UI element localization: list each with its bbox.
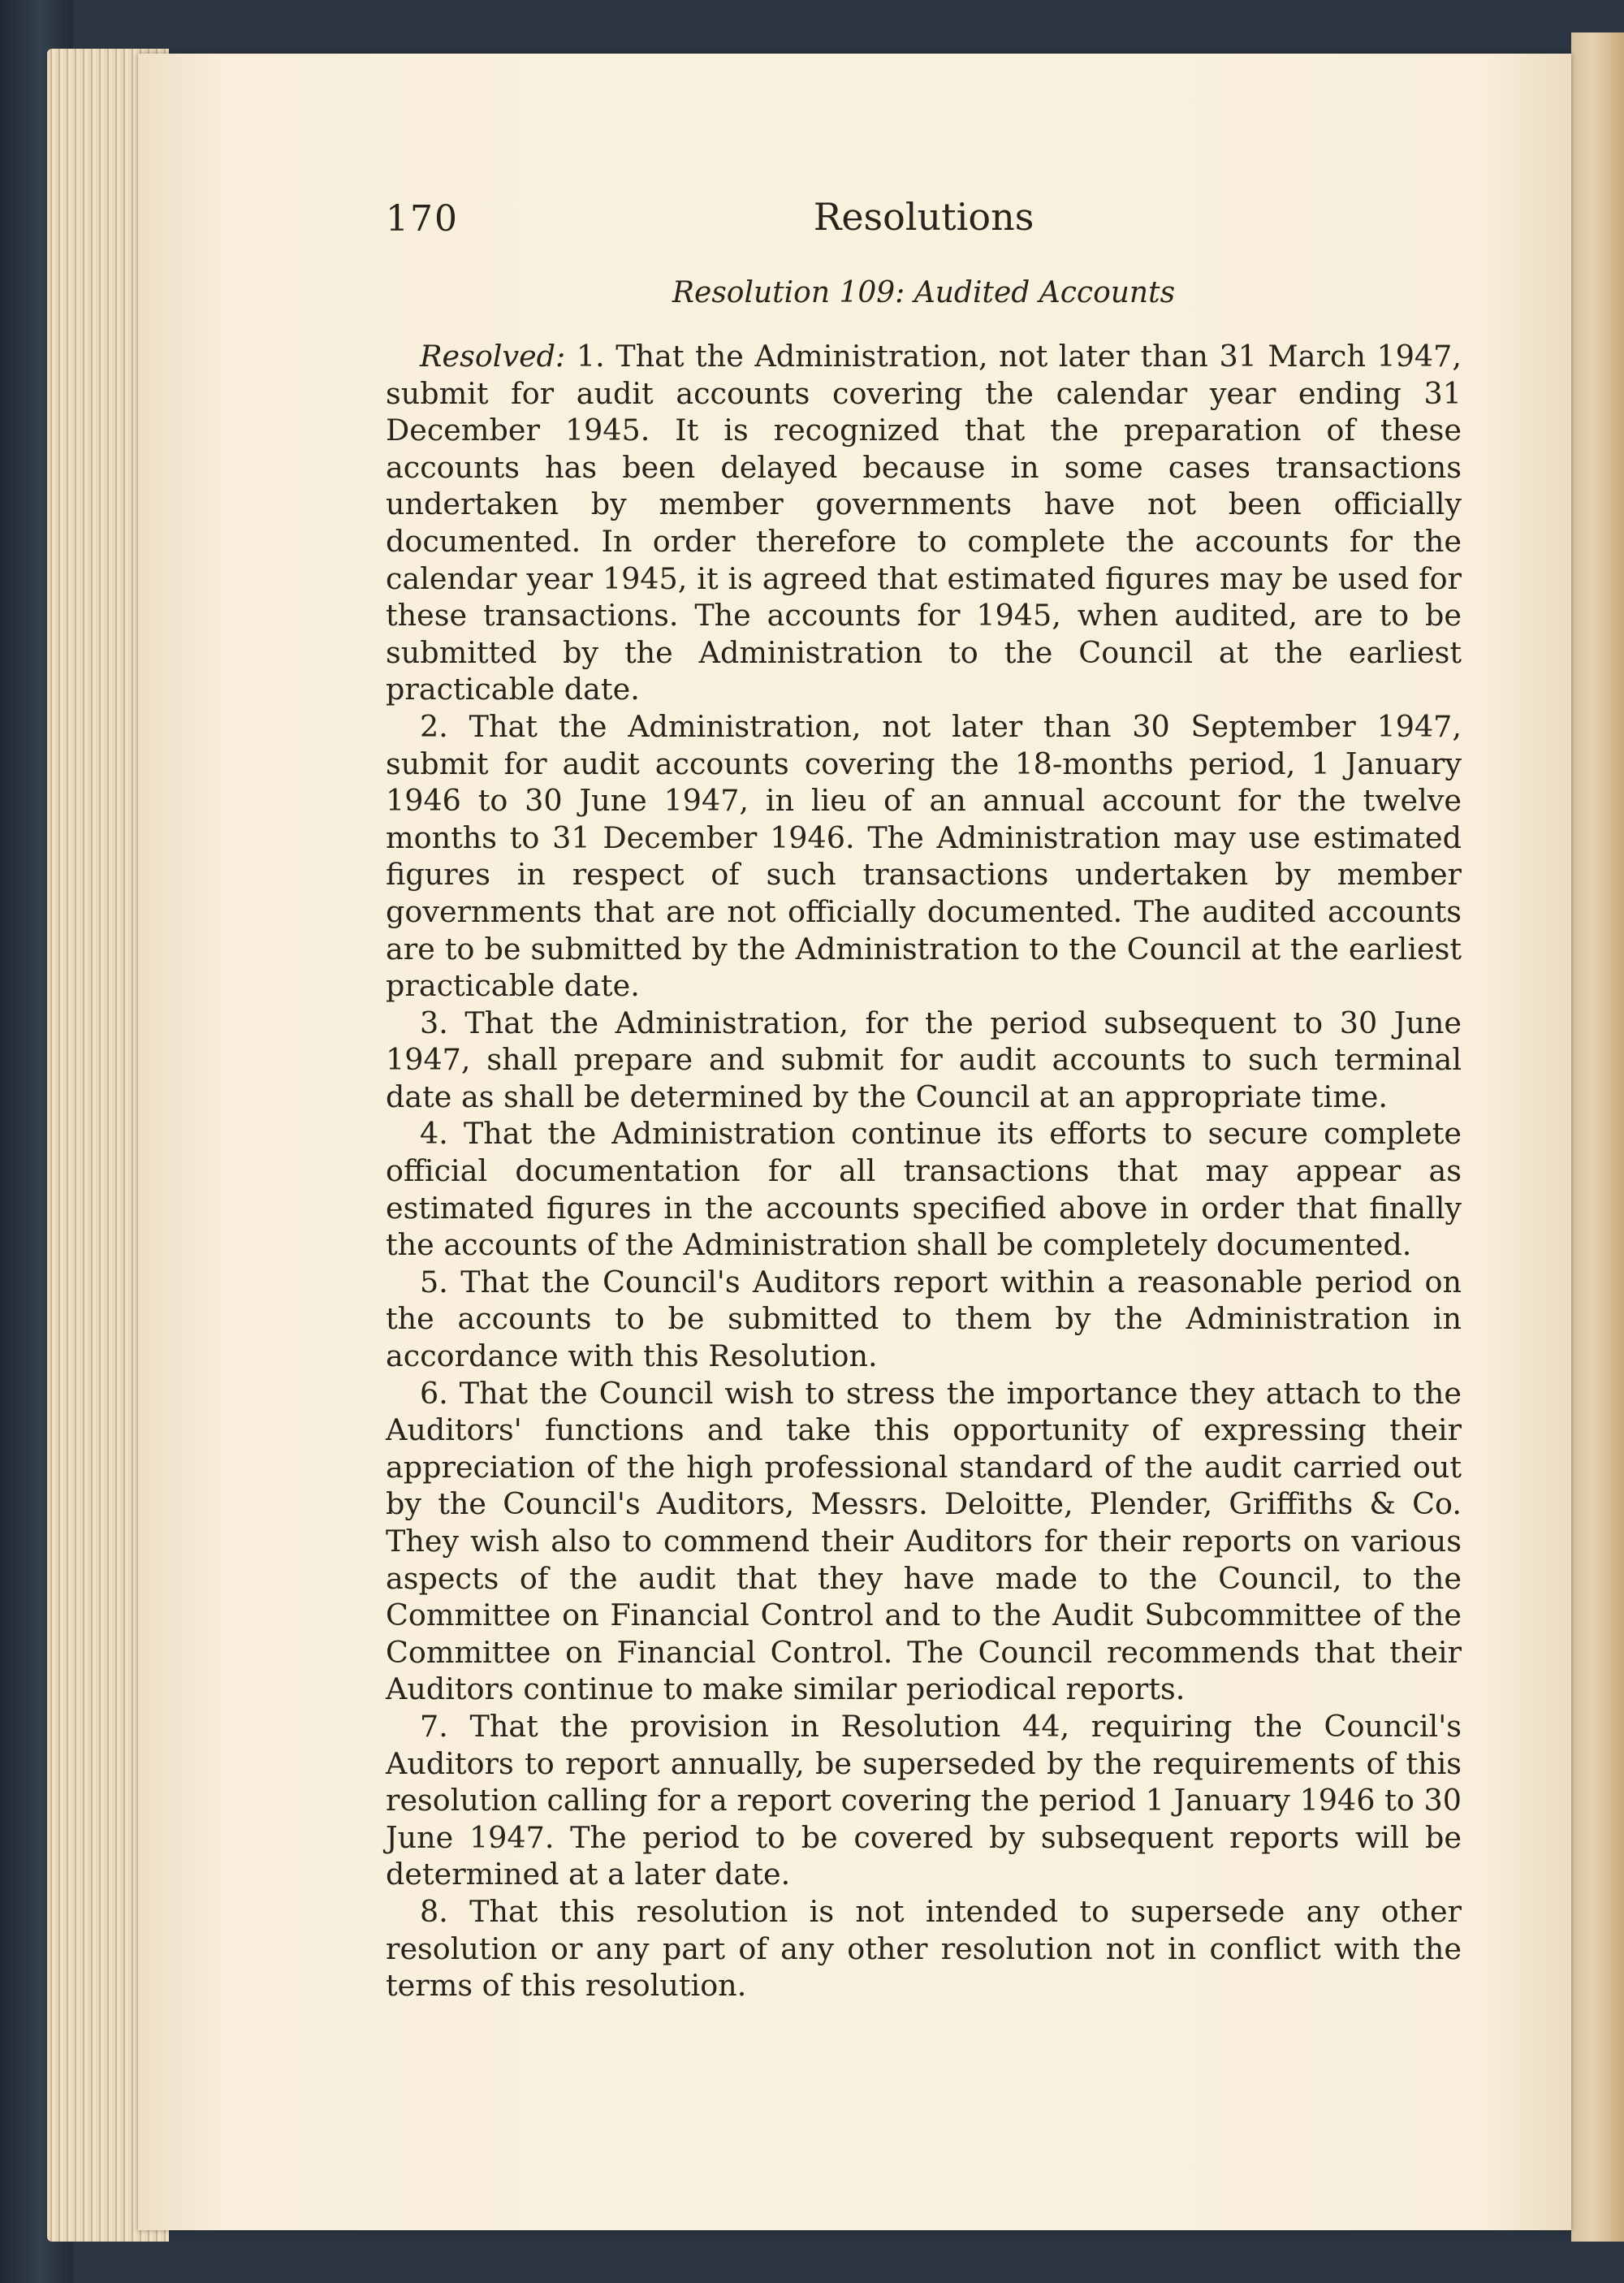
- resolution-paragraph: 2. That the Administration, not later than 30 September 1947, submit for audit accounts covering the 18-months period, 1 January 1946 to 30 June 1947, in lieu of an annual account for the twelve months to 31 December 1946. The Administration may use estimated figures in respect of such transactions undertaken by member governments that are not officially documented. The audited accounts are to be submitted by the Administration to the Council at the earliest practicable date.: [386, 708, 1462, 1004]
- running-head: Resolutions: [813, 195, 1034, 239]
- resolution-paragraph: 7. That the provision in Resolution 44, requiring the Council's Auditors to report annually, be superseded by the requirements of this resolution calling for a report covering the period 1 January 1946 to 30 June 1947. The period to be covered by subsequent reports will be determined at a later date.: [386, 1708, 1462, 1892]
- resolution-body: [386, 338, 1462, 2004]
- resolution-paragraph: 8. That this resolution is not intended to supersede any other resolution or any part of any other resolution not in conflict with the terms of this resolution.: [386, 1893, 1462, 2004]
- page-number: 170: [386, 198, 459, 240]
- resolved-label: Resolved:: [420, 339, 566, 374]
- paragraph-text: 1. That the Administration, not later than 31 March 1947, submit for audit accounts covering the calendar year ending 31 December 1945. It is recognized that the preparation of these accounts has been delayed because in some cases transactions undertaken by member governments have not been officially documented. In order therefore to complete the accounts for the calendar year 1945, it is agreed that estimated figures may be used for these transactions. The accounts for 1945, when audited, are to be submitted by the Administration to the Council at the earliest practicable date.: [386, 339, 1462, 707]
- resolution-paragraph: 4. That the Administration continue its efforts to secure complete official documentation for all transactions that may appear as estimated figures in the accounts specified above in order that finally the accounts of the Administration shall be completely documented.: [386, 1116, 1462, 1263]
- next-page-edge: [1571, 32, 1624, 2242]
- section-title: Resolution 109: Audited Accounts: [672, 276, 1176, 309]
- resolution-paragraph: 6. That the Council wish to stress the importance they attach to the Auditors' functions and take this opportunity of expressing their appreciation of the high professional standard of the audit carried out by the Council's Auditors, Messrs. Deloitte, Plender, Griffiths & Co. They wish also to commend their Auditors for their reports on various aspects of the audit that they have made to the Council, to the Committee on Financial Control and to the Audit Subcommittee of the Committee on Financial Control. The Council recommends that their Auditors continue to make similar periodical reports.: [386, 1375, 1462, 1707]
- resolution-paragraph: 5. That the Council's Auditors report within a reasonable period on the accounts to be submitted to them by the Administration in accordance with this Resolution.: [386, 1264, 1462, 1374]
- resolution-paragraph: 3. That the Administration, for the period subsequent to 30 June 1947, shall prepare and submit for audit accounts to such terminal date as shall be determined by the Council at an appropriate time.: [386, 1005, 1462, 1114]
- resolution-paragraph: [386, 338, 1462, 708]
- page-header: [386, 192, 1462, 257]
